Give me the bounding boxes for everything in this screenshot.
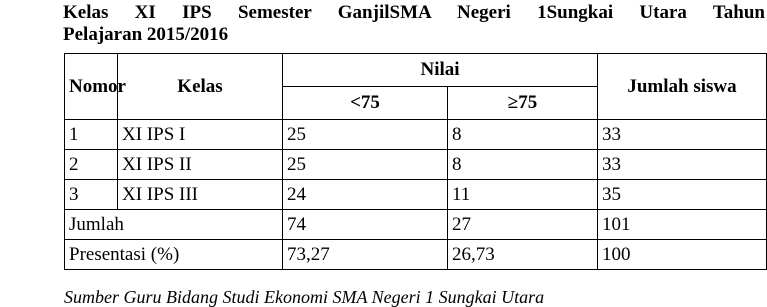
cell-kelas: XI IPS III [118,180,283,210]
total-label: Jumlah [65,210,283,240]
data-table [64,53,767,270]
cell-lt75: 24 [283,180,448,210]
cell-kelas: XI IPS I [118,120,283,150]
cell-lt75: 25 [283,150,448,180]
cell-ge75: 8 [448,150,598,180]
header-lt75: <75 [283,87,448,120]
percent-label: Presentasi (%) [65,240,283,270]
cell-nomor: 3 [65,180,118,210]
cell-nomor: 1 [65,120,118,150]
percent-ge75: 26,73 [448,240,598,270]
cell-lt75: 25 [283,120,448,150]
caption-line-1: Kelas XI IPS Semester GanjilSMA Negeri 1Sungkai Utara Tahun [63,2,765,23]
cell-jumlah: 35 [598,180,767,210]
percent-row [65,240,767,270]
total-jumlah: 101 [598,210,767,240]
cell-ge75: 8 [448,120,598,150]
cell-kelas: XI IPS II [118,150,283,180]
cell-jumlah: 33 [598,150,767,180]
cell-ge75: 11 [448,180,598,210]
header-nomor: Nomor [65,54,118,120]
caption-line-2: Pelajaran 2015/2016 [63,24,229,45]
header-jumlah-siswa: Jumlah siswa [598,54,767,120]
percent-lt75: 73,27 [283,240,448,270]
total-ge75: 27 [448,210,598,240]
cell-nomor: 2 [65,150,118,180]
total-row [65,210,767,240]
total-lt75: 74 [283,210,448,240]
table-row [65,150,767,180]
header-kelas: Kelas [118,54,283,120]
header-row-1 [65,54,767,87]
source-note: Sumber Guru Bidang Studi Ekonomi SMA Negeri 1 Sungkai Utara [64,287,545,307]
header-nilai: Nilai [283,54,598,87]
header-ge75: ≥75 [448,87,598,120]
table-caption [63,2,765,46]
cell-jumlah: 33 [598,120,767,150]
percent-jumlah: 100 [598,240,767,270]
table-row [65,120,767,150]
table-row [65,180,767,210]
